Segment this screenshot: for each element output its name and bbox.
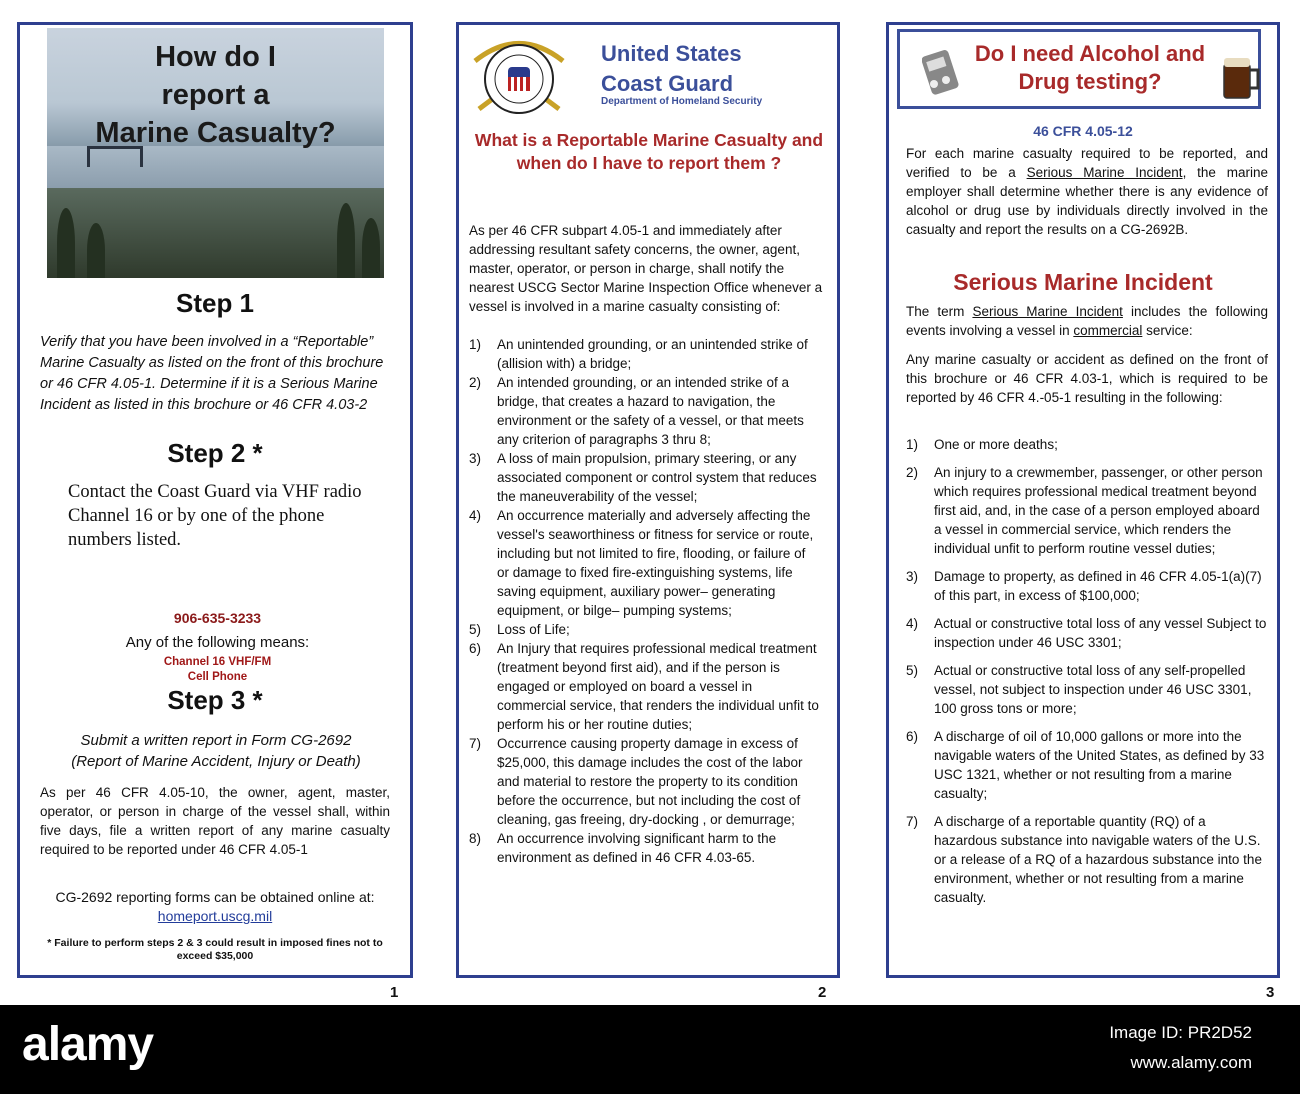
step1-text: Verify that you have been involved in a “Reportable” Marine Casualty as listed on the front of this brochure or 46 CFR 4.05-1. Determine if it is a Serious Marine Incident as listed in this brochure or 46 CFR 4.03-2	[40, 334, 384, 413]
coast-guard-seal-icon	[465, 31, 573, 121]
serious-incident-heading: Serious Marine Incident	[953, 269, 1213, 295]
footnote: * Failure to perform steps 2 & 3 could result in imposed fines not to exceed $35,000	[47, 937, 383, 962]
list-item: 3) Damage to property, as defined in 46 CFR 4.05-1(a)(7) of this part, in excess of $100,000;	[906, 569, 1262, 603]
panel2-intro: As per 46 CFR subpart 4.05-1 and immediately after addressing resultant safety concerns, the owner, agent, master, operator, or person in charge, shall notify the nearest USCG Sector Marine Inspection Office whenever a vessel is involved in a marine casualty consisting of:	[469, 223, 823, 314]
definition-paragraph: The term Serious Marine Incident includes the following events involving a vessel in commercial service:	[906, 304, 1268, 338]
phone-number: 906-635-3233	[173, 610, 262, 626]
means-channel: Channel 16 VHF/FM	[163, 656, 272, 668]
pills-icon	[922, 44, 960, 98]
means-label: Any of the following means:	[125, 634, 310, 651]
page-number-1: 1	[390, 984, 399, 1001]
panel2-title: What is a Reportable Marine Casualty and when do I have to report them ?	[474, 130, 824, 173]
testing-title-box	[897, 29, 1261, 109]
list-item: 8) An occurrence involving significant harm to the environment as defined in 46 CFR 4.03-65.	[469, 831, 777, 865]
testing-title: Do I need Alcohol and Drug testing?	[974, 41, 1206, 94]
list-item: 6) A discharge of oil of 10,000 gallons or more into the navigable waters of the United States, as defined by 33 USC 1321, whether or not resulting from a marine casualty;	[906, 729, 1265, 801]
testing-paragraph: For each marine casualty required to be reported, and verified to be a Serious Marine Incident, the marine employer shall determine whether there is any evidence of alcohol or drug use by individuals directly involved in the casualty and report the results on a CG-2692B.	[906, 146, 1268, 237]
cfr-paragraph: As per 46 CFR 4.05-10, the owner, agent, master, operator, or person in charge of the vessel shall, within five days, file a written report of any marine casualty required to be reported under 46 CFR 4.05-1	[40, 785, 390, 857]
hero-title: How do I report a Marine Casualty?	[95, 41, 336, 149]
homeport-link[interactable]: homeport.uscg.mil	[157, 908, 273, 924]
incident-list	[906, 435, 1268, 916]
cfr-reference: 46 CFR 4.05-12	[1033, 123, 1133, 139]
list-item: 6) An Injury that requires professional medical treatment (treatment beyond first aid), and if the person is engaged or employed on board a vessel in commercial service, that renders the individual unfit to perform his or her routine duties;	[469, 641, 819, 732]
image-id: Image ID: PR2D52	[1109, 1023, 1252, 1042]
list-item: 5) Actual or constructive total loss of any self-propelled vessel, not subject to inspection under 46 USC 3301, 100 gross tons or more;	[906, 663, 1252, 716]
list-item: 4) An occurrence materially and adversely affecting the vessel's seaworthiness or fitness for service or route, including but not limited to fire, flooding, or failure of or damage to fixed fire-extinguishing systems, life saving equipment, auxiliary power– generating equipment, or bilge– pumping systems;	[469, 508, 814, 618]
list-item: 7) A discharge of a reportable quantity (RQ) of a hazardous substance into navigable waters of the U.S. or a release of a RQ of a hazardous substance into the environment, whether or not resulting from a marine casualty.	[906, 814, 1262, 905]
harbor-photo	[47, 28, 384, 278]
panel-3	[886, 22, 1280, 978]
department-name: Department of Homeland Security	[601, 96, 763, 107]
list-item: 1) An unintended grounding, or an unintended strike of (allision with) a bridge;	[469, 337, 808, 371]
list-item: 2) An intended grounding, or an intended strike of a bridge, that creates a hazard to navigation, the environment or the safety of a vessel, or that meets any criterion of paragraphs 3 thru 8;	[469, 375, 804, 447]
casualty-list	[469, 335, 821, 867]
list-item: 4) Actual or constructive total loss of any vessel Subject to inspection under 46 USC 3301;	[906, 616, 1267, 650]
step2-text: Contact the Coast Guard via VHF radio Channel 16 or by one of the phone numbers listed.	[68, 482, 362, 550]
panel-1	[17, 22, 413, 978]
means-cell: Cell Phone	[187, 671, 248, 683]
site-url: www.alamy.com	[1130, 1053, 1252, 1072]
beer-mug-icon	[1220, 54, 1264, 100]
list-item: 7) Occurrence causing property damage in excess of $25,000, this damage includes the cost of the labor and material to restore the property to its condition before the occurrence, but not including the cost of cleaning, gas freeing, dry-docking , or demurrage;	[469, 736, 803, 827]
step3-heading: Step 3 *	[167, 685, 263, 715]
list-item: 3) A loss of main propulsion, primary steering, or any associated component or control system that reduces the maneuverability of the vessel;	[469, 451, 817, 504]
org-name: United States Coast Guard	[601, 41, 742, 96]
page-number-3: 3	[1266, 984, 1275, 1001]
step2-heading: Step 2 *	[167, 438, 263, 468]
watermark-bar	[0, 1005, 1300, 1094]
list-item: 2) An injury to a crewmember, passenger, or other person which requires professional medical treatment beyond first aid, and, in the case of a person employed aboard a vessel in commercial service, which renders the individual unfit to perform routine vessel duties;	[906, 465, 1263, 556]
casualty-paragraph: Any marine casualty or accident as defined on the front of this brochure or 46 CFR 4.03-1, which is required to be reported by 46 CFR 4.-05-1 resulting in the following:	[906, 352, 1268, 405]
list-item: 1) One or more deaths;	[906, 437, 1058, 452]
list-item: 5) Loss of Life;	[469, 622, 570, 637]
forms-text: CG-2692 reporting forms can be obtained online at: homeport.uscg.mil	[40, 888, 390, 926]
panel-2	[456, 22, 840, 978]
step3-text: Submit a written report in Form CG-2692 (Report of Marine Accident, Injury or Death)	[71, 732, 361, 770]
step1-heading: Step 1	[175, 288, 255, 318]
page-number-2: 2	[818, 984, 827, 1001]
alamy-logo: alamy	[22, 1018, 154, 1071]
